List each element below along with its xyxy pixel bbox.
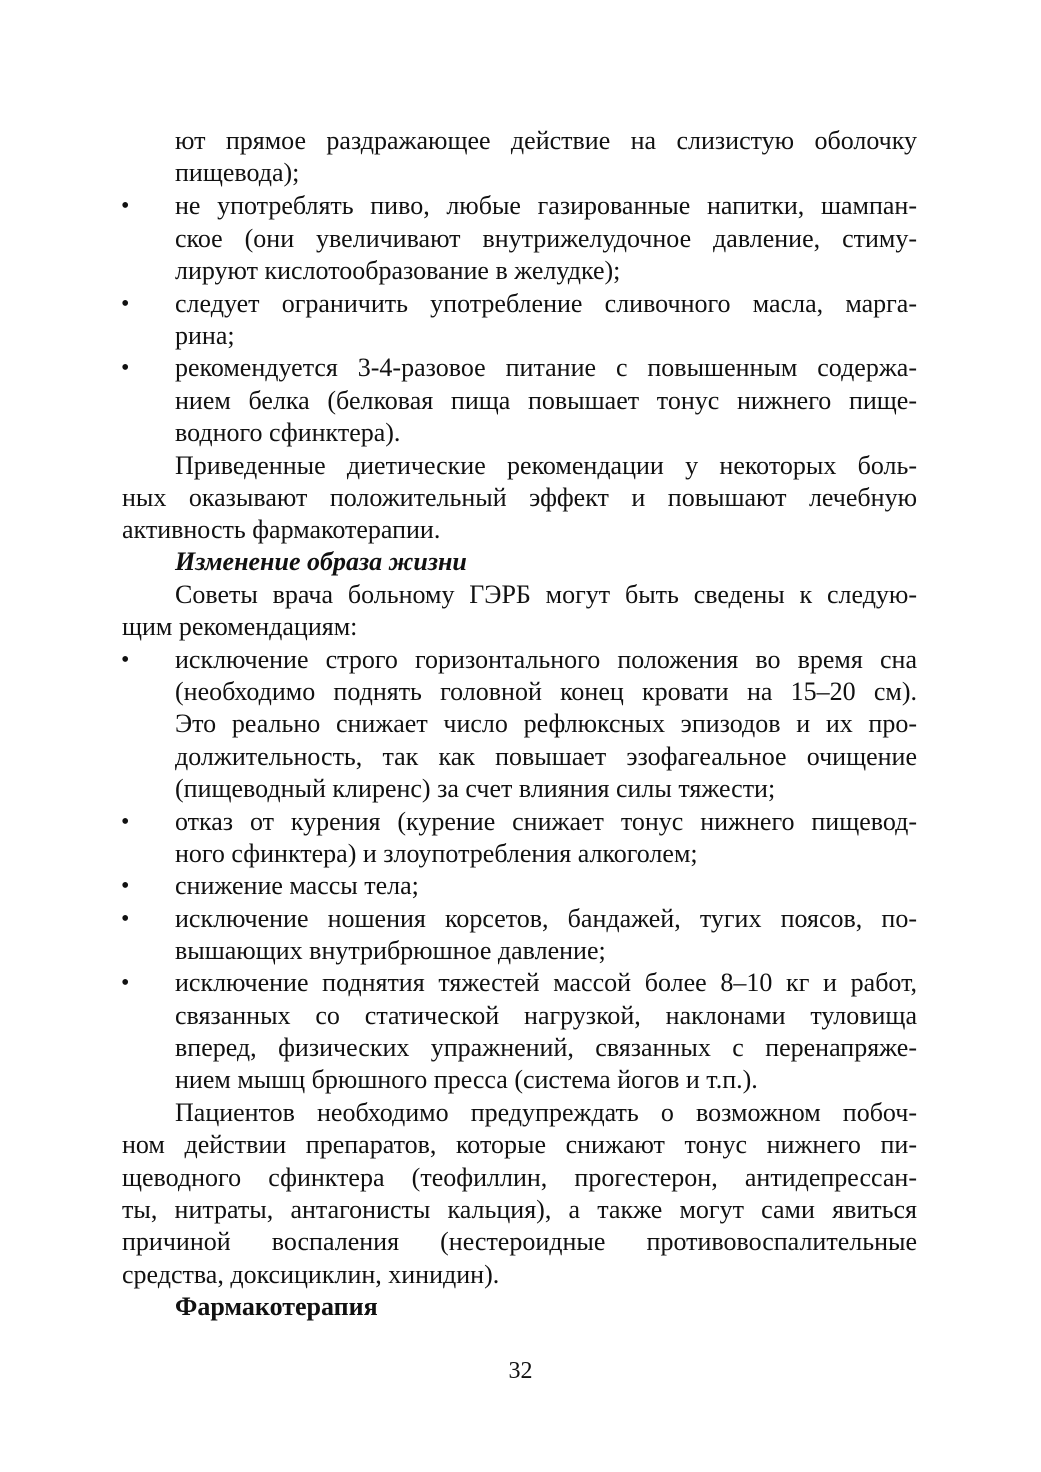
page-number: 32	[508, 1358, 533, 1384]
text-line: активность фармакотерапии.	[122, 515, 441, 544]
bullet-icon: •	[121, 355, 130, 381]
text-line: отказ от курения (курение снижает тонус нижнего пищевод-	[175, 807, 917, 836]
text-line: водного сфинктера).	[175, 418, 401, 447]
text-line: рина;	[175, 321, 235, 350]
bullet-icon: •	[121, 970, 130, 996]
text-line: ское (они увеличивают внутрижелудочное давление, стиму-	[175, 224, 917, 253]
text-line: Советы врача больному ГЭРБ могут быть сведены к следую-	[175, 580, 917, 609]
text-line: Приведенные диетические рекомендации у некоторых боль-	[175, 451, 917, 480]
section-heading: Фармакотерапия	[175, 1292, 378, 1321]
bullet-icon: •	[121, 291, 130, 317]
text-line: нием белка (белковая пища повышает тонус нижнего пище-	[175, 386, 917, 415]
text-line: следует ограничить употребление сливочного масла, марга-	[175, 289, 917, 318]
bullet-icon: •	[121, 873, 130, 899]
text-line: средства, доксициклин, хинидин).	[122, 1260, 500, 1289]
bullet-icon: •	[121, 906, 130, 932]
text-line: (необходимо поднять головной конец кровати на 15–20 см).	[175, 677, 917, 706]
text-line: ты, нитраты, антагонисты кальция), а также могут сами явиться	[122, 1195, 917, 1224]
text-line: нием мышц брюшного пресса (система йогов и т.п.).	[175, 1065, 758, 1094]
text-line: причиной воспаления (нестероидные противовоспалительные	[122, 1227, 917, 1256]
text-line: ном действии препаратов, которые снижают тонус нижнего пи-	[122, 1130, 917, 1159]
text-line: связанных со статической нагрузкой, наклонами туловища	[175, 1001, 917, 1030]
text-line: пищевода);	[175, 158, 300, 187]
text-line: не употреблять пиво, любые газированные напитки, шампан-	[175, 191, 917, 220]
text-line: Пациентов необходимо предупреждать о возможном побоч-	[175, 1098, 917, 1127]
bullet-icon: •	[121, 809, 130, 835]
text-line: лируют кислотообразование в желудке);	[175, 256, 621, 285]
text-line: ных оказывают положительный эффект и повышают лечебную	[122, 483, 917, 512]
text-line: вперед, физических упражнений, связанных с перенапряже-	[175, 1033, 917, 1062]
bullet-icon: •	[121, 647, 130, 673]
text-line: вышающих внутрибрюшное давление;	[175, 936, 606, 965]
text-line: исключение строго горизонтального положения во время сна	[175, 645, 917, 674]
text-line: щим рекомендациям:	[122, 612, 358, 641]
text-line: Это реально снижает число рефлюксных эпизодов и их про-	[175, 709, 917, 738]
text-line: снижение массы тела;	[175, 871, 419, 900]
text-line: щеводного сфинктера (теофиллин, прогестерон, антидепрессан-	[122, 1163, 917, 1192]
text-line: рекомендуется 3-4-разовое питание с повышенным содержа-	[175, 353, 917, 382]
section-heading: Изменение образа жизни	[175, 547, 467, 576]
text-line: (пищеводный клиренс) за счет влияния силы тяжести;	[175, 774, 776, 803]
text-line: ют прямое раздражающее действие на слизистую оболочку	[175, 126, 917, 155]
text-line: должительность, так как повышает эзофагеальное очищение	[175, 742, 917, 771]
text-line: исключение ношения корсетов, бандажей, тугих поясов, по-	[175, 904, 917, 933]
bullet-icon: •	[121, 193, 130, 219]
text-line: исключение поднятия тяжестей массой более 8–10 кг и работ,	[175, 968, 917, 997]
text-line: ного сфинктера) и злоупотребления алкоголем;	[175, 839, 698, 868]
